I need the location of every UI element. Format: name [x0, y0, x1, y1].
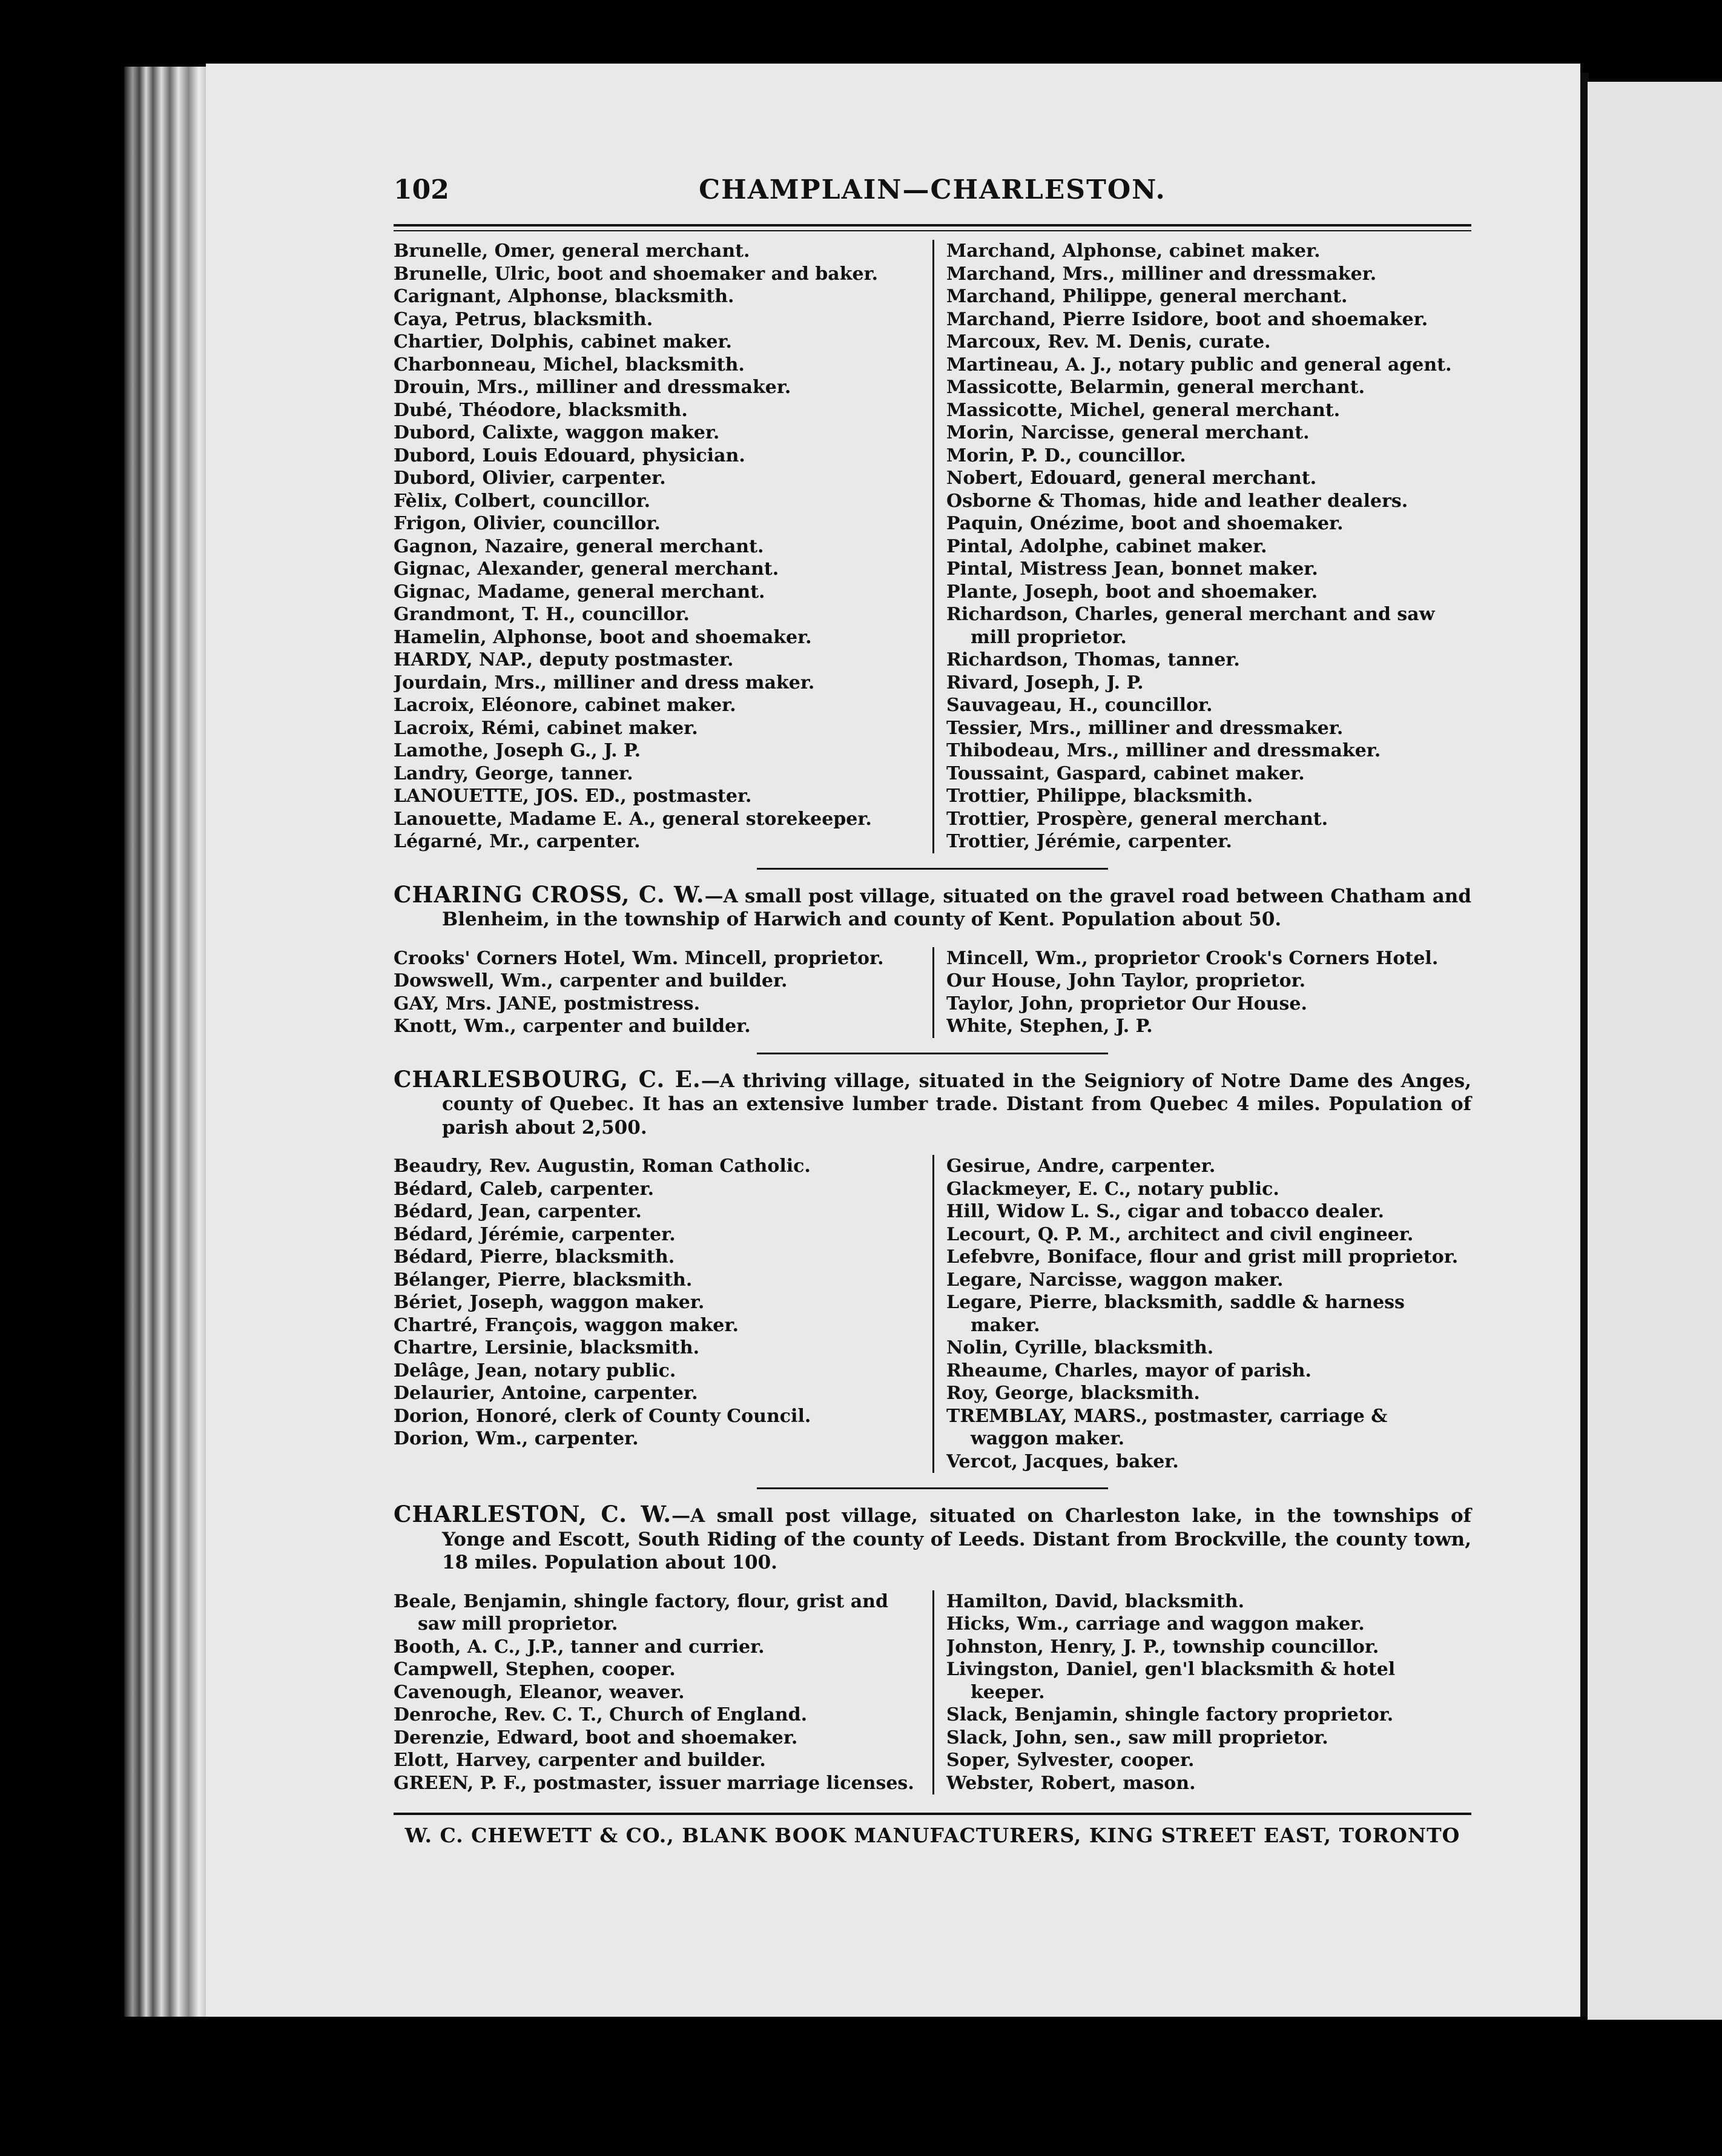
- charing-cross-listing: [394, 947, 1471, 1038]
- directory-entry: Dowswell, Wm., carpenter and builder.: [394, 970, 788, 991]
- directory-entry: Denroche, Rev. C. T., Church of England.: [394, 1704, 808, 1725]
- directory-entry: Caya, Petrus, blacksmith.: [394, 308, 653, 330]
- directory-entry: Dorion, Wm., carpenter.: [394, 1428, 639, 1449]
- directory-entry: GREEN, P. F., postmaster, issuer marriage licenses.: [394, 1772, 914, 1794]
- directory-entry: Chartier, Dolphis, cabinet maker.: [394, 331, 732, 352]
- directory-entry: Bédard, Jérémie, carpenter.: [394, 1223, 676, 1245]
- directory-entry: Chartré, François, waggon maker.: [394, 1314, 739, 1336]
- directory-entry: Delaurier, Antoine, carpenter.: [394, 1383, 698, 1404]
- charing-cross-right-column: [932, 947, 1471, 1038]
- section-divider: [757, 1053, 1108, 1054]
- section-divider: [757, 1487, 1108, 1489]
- directory-entry: Rheaume, Charles, mayor of parish.: [946, 1360, 1311, 1381]
- directory-entry: Toussaint, Gaspard, cabinet maker.: [946, 762, 1305, 784]
- charlesbourg-intro: [394, 1065, 1471, 1140]
- directory-entry: Fèlix, Colbert, councillor.: [394, 490, 651, 512]
- champlain-listing: [394, 240, 1471, 853]
- directory-entry: Osborne & Thomas, hide and leather dealers.: [946, 490, 1408, 512]
- directory-entry: Hamilton, David, blacksmith.: [946, 1590, 1245, 1612]
- directory-entry: Derenzie, Edward, boot and shoemaker.: [394, 1727, 798, 1748]
- directory-entry: Gignac, Alexander, general merchant.: [394, 558, 779, 580]
- running-title: CHAMPLAIN—CHARLESTON.: [699, 174, 1166, 205]
- directory-entry: Richardson, Thomas, tanner.: [946, 649, 1240, 670]
- directory-entry: Drouin, Mrs., milliner and dressmaker.: [394, 377, 791, 398]
- directory-entry: Slack, John, sen., saw mill proprietor.: [946, 1727, 1328, 1748]
- directory-entry: Morin, Narcisse, general merchant.: [946, 422, 1310, 443]
- directory-entry: Mincell, Wm., proprietor Crook's Corners Hotel.: [946, 947, 1439, 969]
- directory-entry: Dubord, Louis Edouard, physician.: [394, 445, 745, 466]
- directory-entry: Bédard, Jean, carpenter.: [394, 1201, 642, 1222]
- directory-entry: Legare, Narcisse, waggon maker.: [946, 1269, 1284, 1291]
- directory-entry: Marchand, Alphonse, cabinet maker.: [946, 240, 1321, 262]
- directory-entry: Hamelin, Alphonse, boot and shoemaker.: [394, 626, 812, 648]
- directory-entry: White, Stephen, J. P.: [946, 1016, 1153, 1037]
- page-number: 102: [394, 174, 449, 205]
- charing-cross-left-column: [394, 947, 932, 1038]
- directory-entry: Soper, Sylvester, cooper.: [946, 1750, 1195, 1771]
- directory-entry: Lefebvre, Boniface, flour and grist mill proprietor.: [946, 1246, 1459, 1268]
- directory-entry: Cavenough, Eleanor, weaver.: [394, 1681, 685, 1703]
- charleston-left-column: [394, 1590, 932, 1795]
- directory-entry: Delâge, Jean, notary public.: [394, 1360, 676, 1381]
- directory-entry: Glackmeyer, E. C., notary public.: [946, 1178, 1279, 1200]
- directory-entry: Brunelle, Omer, general merchant.: [394, 240, 750, 262]
- place-description: —A thriving village, situated in the Seigniory of Notre Dame des Anges, county of Quebec. It has an extensive lumber trade. Distant from Quebec 4 miles. Population of parish about 2,500.: [442, 1070, 1471, 1139]
- charleston-right-column: [932, 1590, 1471, 1795]
- directory-entry: TREMBLAY, MARS., postmaster, carriage & waggon maker.: [946, 1405, 1388, 1449]
- directory-entry: Richardson, Charles, general merchant and saw mill proprietor.: [946, 604, 1435, 648]
- directory-entry: Our House, John Taylor, proprietor.: [946, 970, 1306, 991]
- section-divider: [757, 868, 1108, 870]
- directory-entry: Trottier, Prospère, general merchant.: [946, 808, 1328, 830]
- directory-entry: Carignant, Alphonse, blacksmith.: [394, 286, 734, 307]
- directory-entry: Webster, Robert, mason.: [946, 1772, 1196, 1794]
- directory-entry: Marchand, Mrs., milliner and dressmaker.: [946, 263, 1377, 285]
- champlain-left-column: [394, 240, 932, 853]
- directory-entry: Chartre, Lersinie, blacksmith.: [394, 1337, 700, 1358]
- directory-entry: Rivard, Joseph, J. P.: [946, 672, 1144, 693]
- directory-entry: Lamothe, Joseph G., J. P.: [394, 740, 641, 761]
- directory-entry: Pintal, Adolphe, cabinet maker.: [946, 535, 1267, 557]
- directory-entry: Hicks, Wm., carriage and waggon maker.: [946, 1613, 1365, 1635]
- directory-entry: Legare, Pierre, blacksmith, saddle & harness maker.: [946, 1292, 1405, 1336]
- directory-entry: Trottier, Jérémie, carpenter.: [946, 831, 1232, 852]
- directory-entry: Frigon, Olivier, councillor.: [394, 513, 661, 534]
- directory-entry: Lecourt, Q. P. M., architect and civil engineer.: [946, 1223, 1414, 1245]
- directory-entry: Dubé, Théodore, blacksmith.: [394, 399, 688, 421]
- directory-entry: Dubord, Calixte, waggon maker.: [394, 422, 720, 443]
- directory-entry: Livingston, Daniel, gen'l blacksmith & hotel keeper.: [946, 1659, 1396, 1703]
- directory-entry: Taylor, John, proprietor Our House.: [946, 993, 1307, 1014]
- directory-entry: Beaudry, Rev. Augustin, Roman Catholic.: [394, 1156, 811, 1177]
- directory-entry: GAY, Mrs. JANE, postmistress.: [394, 993, 701, 1014]
- directory-entry: Landry, George, tanner.: [394, 762, 633, 784]
- place-name: CHARING CROSS, C. W.: [394, 881, 705, 908]
- place-name: CHARLESTON, C. W.: [394, 1501, 672, 1527]
- footer-rule: [394, 1813, 1471, 1815]
- facing-page-edge: [1588, 82, 1722, 2020]
- directory-entry: Sauvageau, H., councillor.: [946, 695, 1213, 716]
- place-name: CHARLESBOURG, C. E.: [394, 1065, 701, 1093]
- directory-entry: Grandmont, T. H., councillor.: [394, 604, 690, 625]
- champlain-right-column: [932, 240, 1471, 853]
- directory-entry: Charbonneau, Michel, blacksmith.: [394, 354, 745, 375]
- charing-cross-intro: [394, 883, 1471, 931]
- directory-entry: Massicotte, Belarmin, general merchant.: [946, 377, 1365, 398]
- directory-entry: Bériet, Joseph, waggon maker.: [394, 1292, 705, 1313]
- directory-entry: Légarné, Mr., carpenter.: [394, 831, 641, 852]
- publisher-footer: W. C. CHEWETT & CO., BLANK BOOK MANUFACTURERS, KING STREET EAST, TORONTO: [404, 1824, 1460, 1847]
- directory-entry: Brunelle, Ulric, boot and shoemaker and baker.: [394, 263, 879, 285]
- directory-entry: Martineau, A. J., notary public and general agent.: [946, 354, 1452, 375]
- directory-entry: Hill, Widow L. S., cigar and tobacco dealer.: [946, 1201, 1384, 1222]
- directory-entry: Pintal, Mistress Jean, bonnet maker.: [946, 558, 1318, 580]
- book-binding-edge: [124, 67, 209, 2017]
- directory-entry: Dubord, Olivier, carpenter.: [394, 468, 666, 489]
- directory-entry: Marchand, Philippe, general merchant.: [946, 286, 1348, 307]
- page-content: [394, 170, 1471, 1847]
- directory-entry: Johnston, Henry, J. P., township councillor.: [946, 1636, 1379, 1658]
- directory-entry: Dorion, Honoré, clerk of County Council.: [394, 1405, 811, 1427]
- directory-entry: Knott, Wm., carpenter and builder.: [394, 1016, 751, 1037]
- directory-entry: Elott, Harvey, carpenter and builder.: [394, 1750, 766, 1771]
- directory-entry: Massicotte, Michel, general merchant.: [946, 399, 1341, 421]
- directory-entry: Beale, Benjamin, shingle factory, flour, grist and saw mill proprietor.: [394, 1590, 888, 1635]
- directory-entry: Lacroix, Eléonore, cabinet maker.: [394, 695, 736, 716]
- directory-entry: Marcoux, Rev. M. Denis, curate.: [946, 331, 1271, 352]
- charlesbourg-listing: [394, 1155, 1471, 1473]
- directory-entry: Paquin, Onézime, boot and shoemaker.: [946, 513, 1344, 534]
- directory-entry: Lacroix, Rémi, cabinet maker.: [394, 717, 698, 739]
- directory-entry: Slack, Benjamin, shingle factory proprietor.: [946, 1704, 1394, 1725]
- directory-entry: Tessier, Mrs., milliner and dressmaker.: [946, 717, 1344, 739]
- directory-entry: Gagnon, Nazaire, general merchant.: [394, 535, 764, 557]
- directory-entry: HARDY, NAP., deputy postmaster.: [394, 649, 734, 670]
- header-rule: [394, 224, 1471, 231]
- directory-entry: Roy, George, blacksmith.: [946, 1383, 1200, 1404]
- directory-entry: Vercot, Jacques, baker.: [946, 1450, 1179, 1472]
- directory-entry: LANOUETTE, JOS. ED., postmaster.: [394, 785, 752, 807]
- charlesbourg-right-column: [932, 1155, 1471, 1473]
- directory-entry: Campwell, Stephen, cooper.: [394, 1659, 676, 1680]
- directory-entry: Lanouette, Madame E. A., general storekeeper.: [394, 808, 872, 830]
- directory-entry: Gesirue, Andre, carpenter.: [946, 1156, 1216, 1177]
- place-description: —A small post village, situated on the gravel road between Chatham and Blenheim, in the township of Harwich and county of Kent. Population about 50.: [442, 885, 1472, 930]
- directory-entry: Trottier, Philippe, blacksmith.: [946, 785, 1253, 807]
- directory-entry: Jourdain, Mrs., milliner and dress maker.: [394, 672, 815, 693]
- directory-entry: Booth, A. C., J.P., tanner and currier.: [394, 1636, 765, 1658]
- charleston-intro: [394, 1503, 1471, 1575]
- directory-entry: Nolin, Cyrille, blacksmith.: [946, 1337, 1214, 1358]
- directory-entry: Crooks' Corners Hotel, Wm. Mincell, proprietor.: [394, 947, 884, 969]
- directory-entry: Nobert, Edouard, general merchant.: [946, 468, 1317, 489]
- directory-entry: Thibodeau, Mrs., milliner and dressmaker.: [946, 740, 1381, 761]
- directory-entry: Plante, Joseph, boot and shoemaker.: [946, 581, 1318, 603]
- directory-entry: Bélanger, Pierre, blacksmith.: [394, 1269, 693, 1291]
- charleston-listing: [394, 1590, 1471, 1795]
- charlesbourg-left-column: [394, 1155, 932, 1473]
- directory-entry: Marchand, Pierre Isidore, boot and shoemaker.: [946, 308, 1428, 330]
- directory-entry: Bédard, Caleb, carpenter.: [394, 1178, 655, 1200]
- place-description: —A small post village, situated on Charleston lake, in the townships of Yonge and Escott, South Riding of the county of Leeds. Distant from Brockville, the county town, 18 miles. Population about 100.: [442, 1505, 1472, 1573]
- running-head: [394, 170, 1471, 224]
- directory-entry: Gignac, Madame, general merchant.: [394, 581, 765, 603]
- directory-entry: Morin, P. D., councillor.: [946, 445, 1186, 466]
- directory-entry: Bédard, Pierre, blacksmith.: [394, 1246, 675, 1268]
